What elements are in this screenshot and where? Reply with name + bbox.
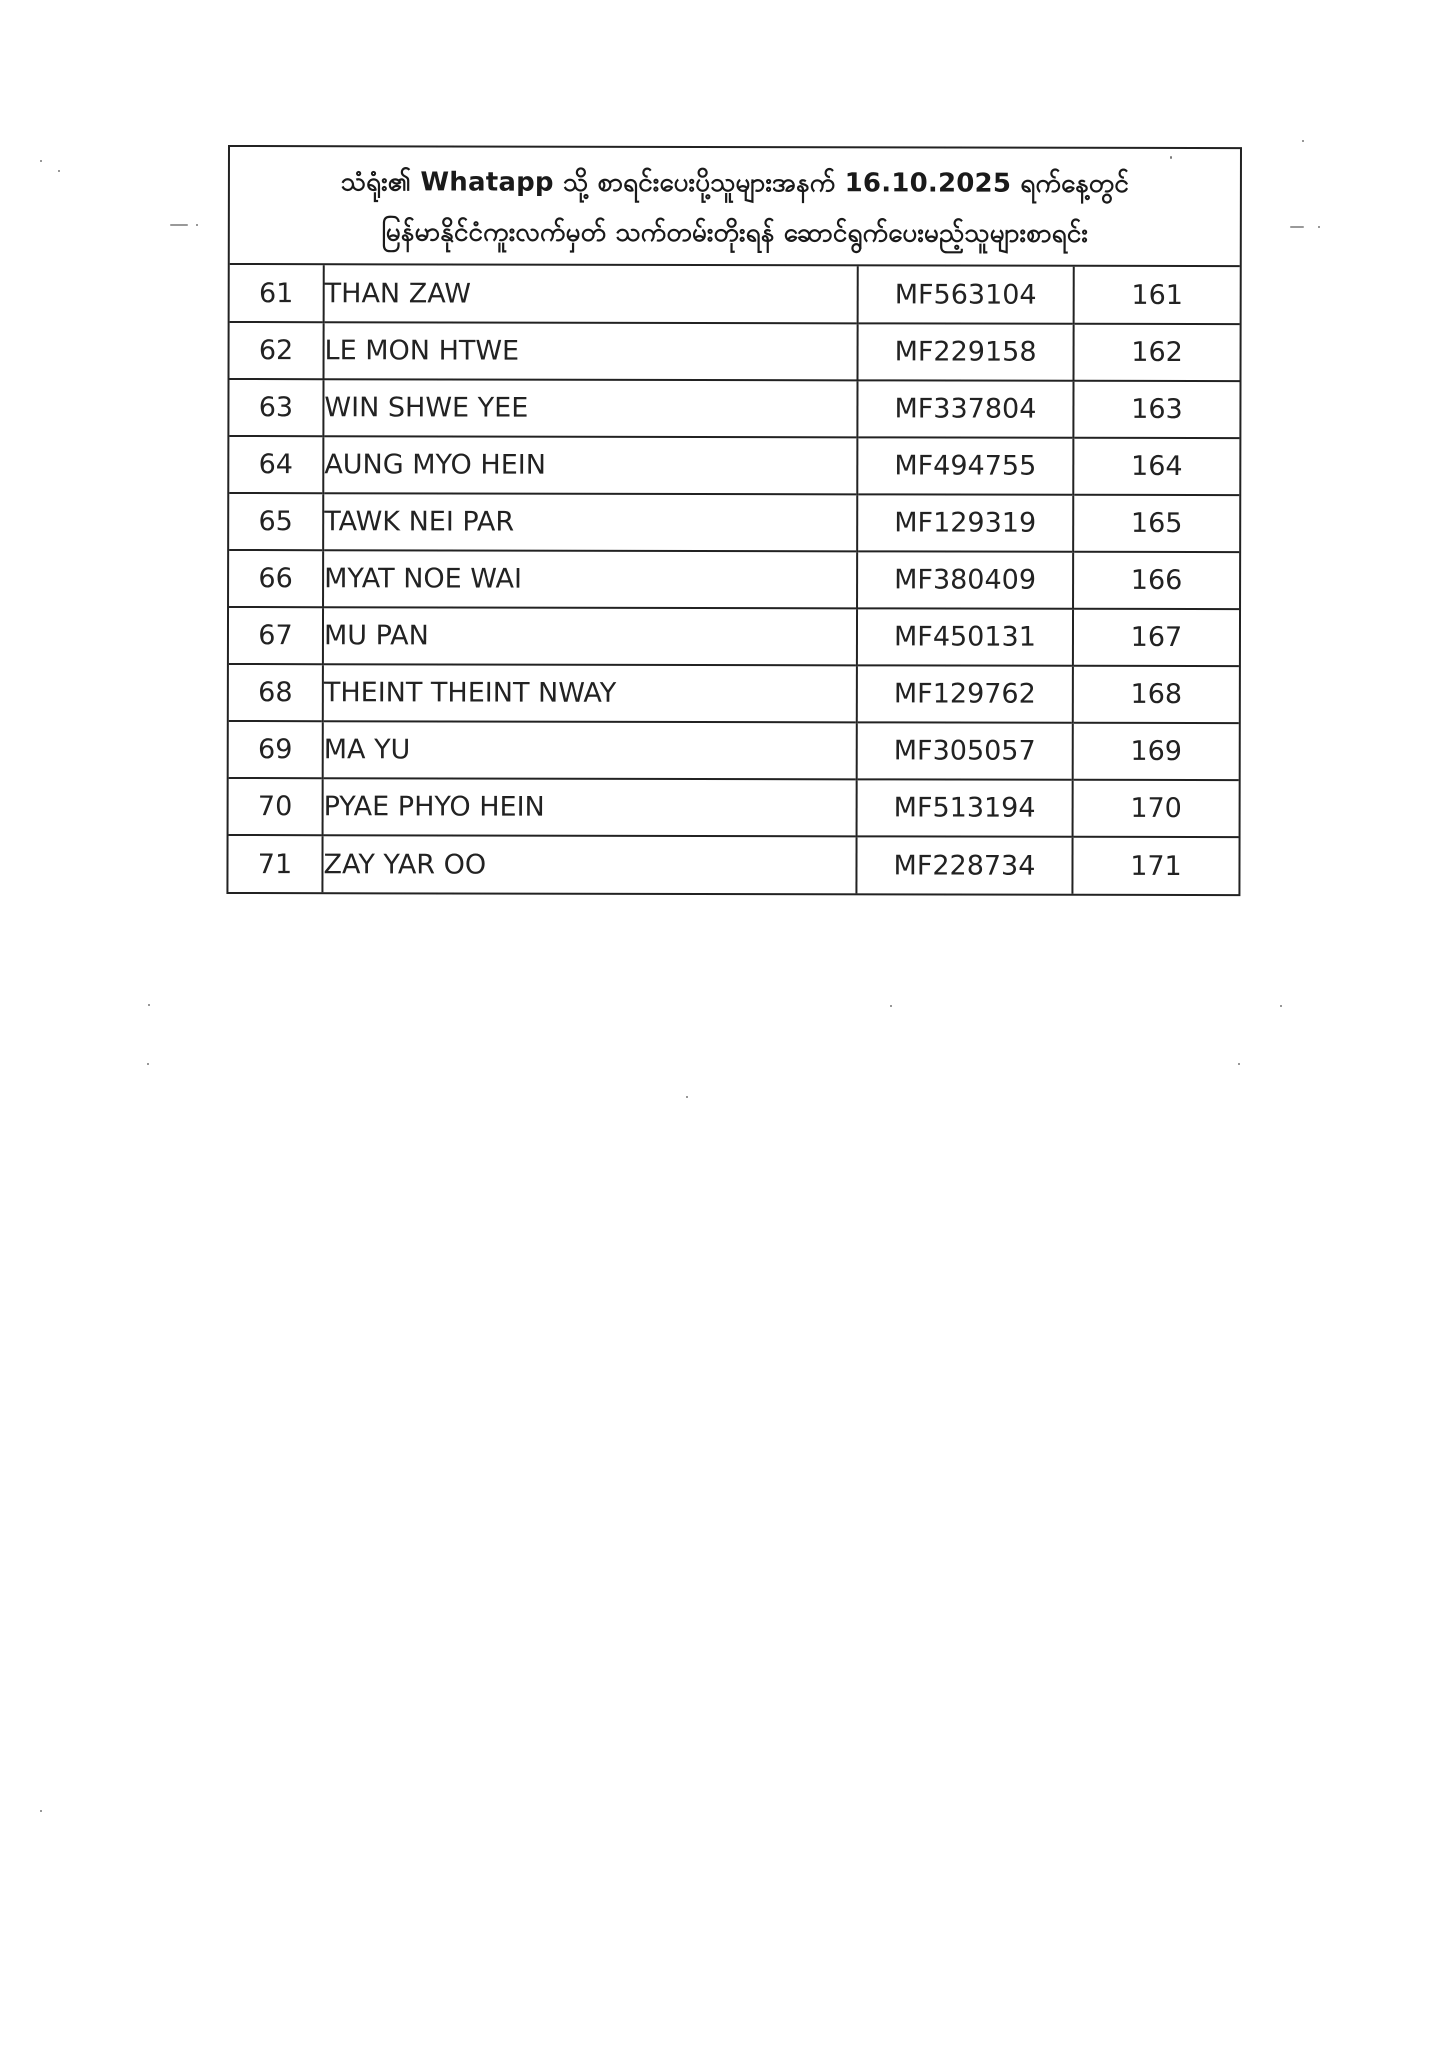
table-row bbox=[228, 835, 1238, 894]
scan-speck bbox=[1280, 1005, 1282, 1007]
applicant-table bbox=[228, 265, 1239, 894]
applicant-name: MU PAN bbox=[323, 607, 857, 665]
scan-speck bbox=[147, 1063, 149, 1065]
applicant-name: PYAE PHYO HEIN bbox=[323, 778, 857, 836]
scan-speck bbox=[196, 224, 198, 226]
passport-number: MF305057 bbox=[857, 722, 1073, 779]
applicant-name: AUNG MYO HEIN bbox=[323, 436, 857, 494]
passport-number: MF129319 bbox=[857, 494, 1073, 551]
sequence-number: 161 bbox=[1131, 279, 1183, 311]
passport-renewal-list bbox=[226, 145, 1242, 896]
sequence-number: 164 bbox=[1073, 438, 1239, 495]
row-number: 61 bbox=[230, 265, 324, 322]
sequence-number: 165 bbox=[1073, 495, 1239, 552]
passport-number: MF337804 bbox=[857, 380, 1073, 437]
sequence-number: 166 bbox=[1073, 552, 1239, 609]
scan-speck bbox=[148, 1004, 150, 1006]
heading-line-1: သံရုံး၏ Whatapp သို့ စာရင်းပေးပို့သူများအနက် 16.10.2025 ရက်နေ့တွင် bbox=[340, 167, 1130, 199]
scan-speck bbox=[1290, 226, 1304, 228]
applicant-name: WIN SHWE YEE bbox=[323, 379, 857, 437]
row-number: 63 bbox=[229, 379, 323, 436]
table-row bbox=[229, 493, 1239, 552]
passport-number: MF450131 bbox=[857, 608, 1073, 665]
sequence-number: 169 bbox=[1073, 723, 1239, 780]
row-number: 62 bbox=[230, 322, 324, 379]
scan-speck bbox=[40, 160, 42, 162]
table-row bbox=[229, 379, 1239, 438]
scan-speck bbox=[1238, 1063, 1240, 1065]
applicant-name: MA YU bbox=[323, 721, 857, 779]
row-number: 64 bbox=[229, 436, 323, 493]
passport-number: MF380409 bbox=[857, 551, 1073, 608]
sequence-number: 170 bbox=[1073, 780, 1239, 837]
scan-speck bbox=[40, 1810, 42, 1812]
sequence-number: 163 bbox=[1073, 381, 1239, 438]
table-row bbox=[229, 550, 1239, 609]
heading-line-2: မြန်မာနိုင်ငံကူးလက်မှတ် သက်တမ်းတိုးရန် ဆောင်ရွက်ပေးမည့်သူများစာရင်း bbox=[381, 217, 1089, 249]
applicant-name: MYAT NOE WAI bbox=[323, 550, 857, 608]
row-number: 69 bbox=[229, 721, 323, 778]
scan-speck bbox=[170, 224, 188, 226]
sequence-number: 168 bbox=[1073, 666, 1239, 723]
passport-number: MF228734 bbox=[856, 836, 1072, 893]
row-number: 66 bbox=[229, 550, 323, 607]
applicant-name: ZAY YAR OO bbox=[322, 835, 856, 893]
passport-number: MF129762 bbox=[857, 665, 1073, 722]
list-heading bbox=[230, 147, 1240, 267]
scan-speck bbox=[1302, 140, 1304, 142]
passport-number: MF494755 bbox=[857, 437, 1073, 494]
scan-speck bbox=[1318, 226, 1320, 228]
table-row bbox=[229, 721, 1239, 780]
sequence-number: 171 bbox=[1072, 837, 1238, 894]
applicant-name: LE MON HTWE bbox=[324, 322, 858, 380]
applicant-name: THAN ZAW bbox=[324, 265, 858, 323]
table-row bbox=[230, 322, 1240, 381]
passport-number: MF229158 bbox=[858, 323, 1074, 380]
scan-speck bbox=[1170, 156, 1172, 159]
table-row bbox=[230, 265, 1240, 324]
applicant-name: THEINT THEINT NWAY bbox=[323, 664, 857, 722]
row-number: 70 bbox=[229, 778, 323, 835]
row-number: 71 bbox=[228, 835, 322, 892]
table-row bbox=[229, 664, 1239, 723]
passport-number: MF563104 bbox=[858, 266, 1074, 323]
scan-speck bbox=[58, 170, 60, 172]
row-number: 68 bbox=[229, 664, 323, 721]
sequence-number: 162 bbox=[1074, 324, 1240, 381]
table-row bbox=[229, 436, 1239, 495]
sequence-number: 167 bbox=[1073, 609, 1239, 666]
table-row bbox=[229, 778, 1239, 837]
passport-number: MF513194 bbox=[857, 779, 1073, 836]
row-number: 67 bbox=[229, 607, 323, 664]
applicant-name: TAWK NEI PAR bbox=[323, 493, 857, 551]
table-row bbox=[229, 607, 1239, 666]
scan-speck bbox=[686, 1096, 688, 1098]
row-number: 65 bbox=[229, 493, 323, 550]
scan-speck bbox=[890, 1005, 892, 1007]
